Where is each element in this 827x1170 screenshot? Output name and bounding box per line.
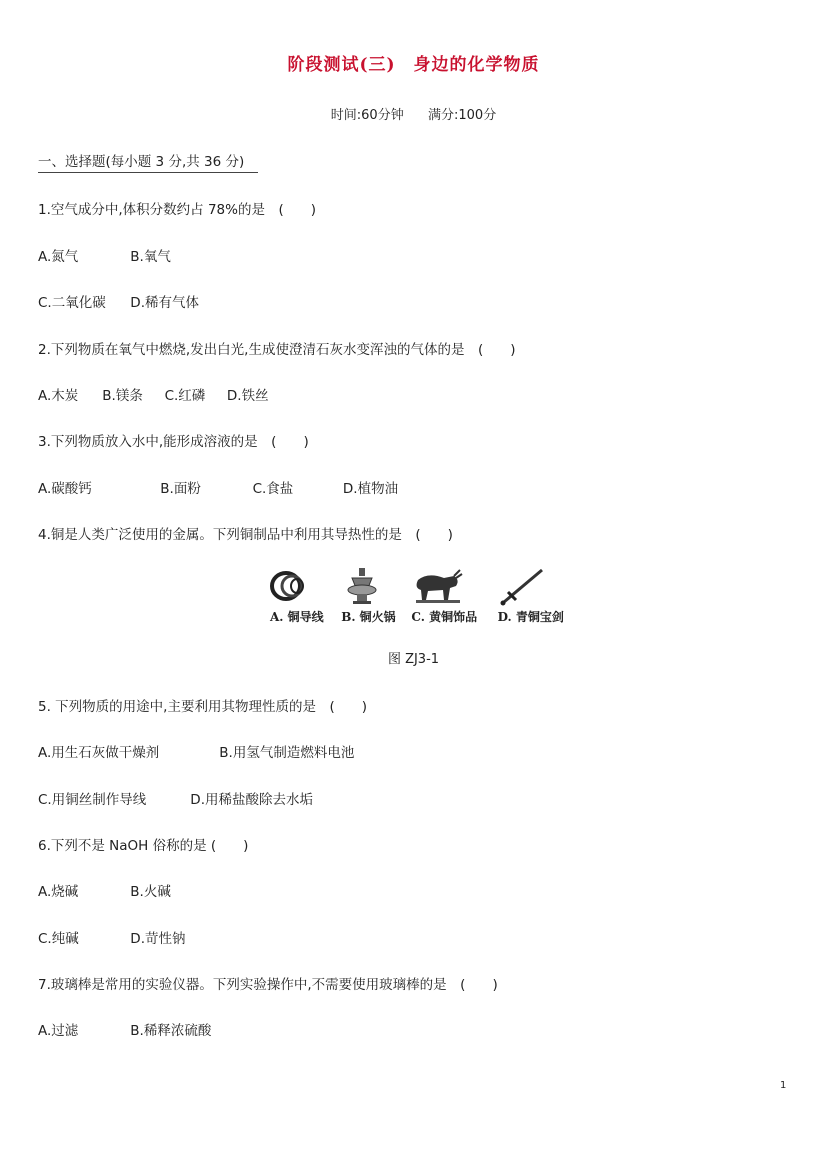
question-5-options-row-1: [38, 741, 354, 761]
option-a: A.用生石灰做干燥剂: [38, 745, 160, 761]
figure-labels: [270, 608, 564, 625]
copper-wire-icon: [272, 573, 303, 599]
question-2-stem: 2.下列物质在氧气中燃烧,发出白光,生成使澄清石灰水变浑浊的气体的是 ( ): [38, 342, 516, 358]
option-c: C.纯碱: [38, 931, 79, 947]
time-label: 时间:60分钟: [330, 108, 404, 123]
figure-label-a: A. 铜导线: [270, 610, 324, 624]
option-a: A.木炭: [38, 388, 79, 404]
option-d: D.稀有气体: [130, 295, 199, 311]
option-c: C.二氧化碳: [38, 295, 106, 311]
exam-meta: [0, 104, 827, 123]
figure-zj3-1: [268, 566, 568, 606]
question-4-stem: 4.铜是人类广泛使用的金属。下列铜制品中利用其导热性的是 ( ): [38, 527, 453, 543]
question-7-options: [38, 1019, 211, 1039]
option-b: B.镁条: [102, 388, 143, 404]
question-3-options: [38, 477, 398, 497]
option-c: C.用铜丝制作导线: [38, 792, 147, 808]
score-label: 满分:100分: [428, 108, 497, 123]
question-6-stem: 6.下列不是 NaOH 俗称的是 ( ): [38, 838, 249, 854]
option-d: D.用稀盐酸除去水垢: [190, 792, 313, 808]
question-1-options-row-1: [38, 245, 171, 265]
figure-label-d: D. 青铜宝剑: [497, 610, 564, 624]
option-d: D.铁丝: [226, 388, 269, 404]
section-heading: 一、选择题(每小题 3 分,共 36 分): [38, 150, 258, 173]
option-a: A.过滤: [38, 1023, 79, 1039]
question-1-options-row-2: [38, 291, 199, 311]
option-b: B.面粉: [160, 481, 201, 497]
option-a: A.烧碱: [38, 884, 79, 900]
question-5-options-row-2: [38, 788, 313, 808]
option-b: B.稀释浓硫酸: [130, 1023, 212, 1039]
option-c: C.食盐: [252, 481, 294, 497]
brass-ornament-icon: [416, 570, 462, 603]
question-7-stem: 7.玻璃棒是常用的实验仪器。下列实验操作中,不需要使用玻璃棒的是 ( ): [38, 977, 498, 993]
figure-caption: 图 ZJ3-1: [387, 652, 440, 667]
option-d: D.苛性钠: [130, 931, 186, 947]
page-title: 阶段测试(三) 身边的化学物质: [287, 55, 540, 75]
question-6-options-row-2: [38, 927, 185, 947]
option-d: D.植物油: [342, 481, 399, 497]
question-5-stem: 5. 下列物质的用途中,主要利用其物理性质的是 ( ): [38, 699, 367, 715]
page-number: 1: [780, 1080, 787, 1091]
copper-hotpot-icon: [348, 568, 376, 604]
figure-label-c: C. 黄铜饰品: [411, 610, 478, 624]
option-a: A.碳酸钙: [38, 481, 92, 497]
question-1-stem: 1.空气成分中,体积分数约占 78%的是 ( ): [38, 202, 317, 218]
bronze-sword-icon: [501, 570, 543, 606]
question-3-stem: 3.下列物质放入水中,能形成溶液的是 ( ): [38, 434, 309, 450]
option-a: A.氮气: [38, 249, 79, 265]
question-2-options: [38, 384, 269, 404]
figure-label-b: B. 铜火锅: [341, 610, 396, 624]
question-6-options-row-1: [38, 880, 171, 900]
option-b: B.火碱: [130, 884, 171, 900]
option-c: C.红磷: [164, 388, 206, 404]
option-b: B.氧气: [130, 249, 171, 265]
option-b: B.用氢气制造燃料电池: [219, 745, 355, 761]
